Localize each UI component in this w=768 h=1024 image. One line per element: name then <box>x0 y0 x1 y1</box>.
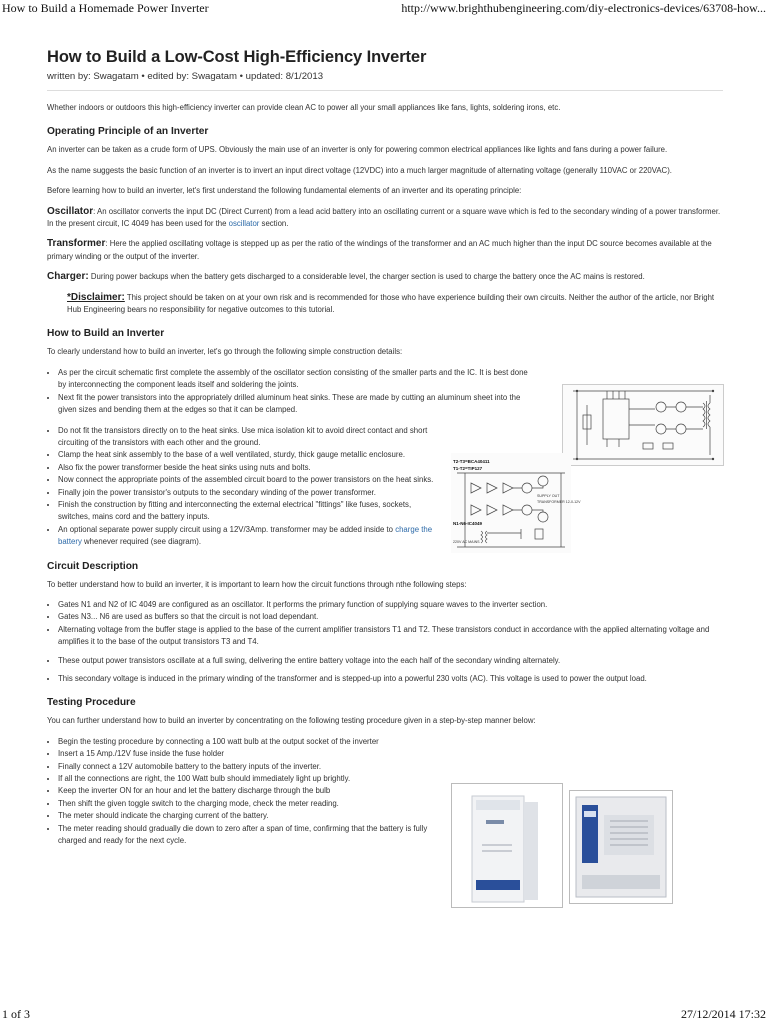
oscillator-definition: Oscillator: An oscillator converts the input DC (Direct Current) from a lead acid battery into an oscillating current or a square wave which is fed to the secondary winding of a power transformer. In the present circuit, IC 4049 has been used for the oscillator section. <box>47 205 721 229</box>
section-heading-how-to-build: How to Build an Inverter <box>47 328 165 340</box>
circuit-label-transformer: TRANSFORMER 12-0-12V <box>537 500 581 504</box>
list-item: • The meter reading should gradually die down to zero after a span of time, confirming that the battery is fully charged and ready for the next cycle. <box>58 823 433 848</box>
list-item: • Also fix the power transformer beside the heat sinks using nuts and bolts. <box>58 462 438 474</box>
oscillator-term: Oscillator <box>47 205 94 217</box>
list-item: • The meter should indicate the charging current of the battery. <box>58 810 433 822</box>
paragraph: Before learning how to build an inverter, let's first understand the following fundamental elements of an inverter and its operating principle: <box>47 186 522 196</box>
print-header <box>0 0 768 16</box>
list-item: • Finish the construction by fitting and interconnecting the external electrical "fittings" like fuses, sockets, switches, mains cord and the battery inputs. <box>58 499 438 524</box>
print-footer <box>0 1006 768 1024</box>
transformer-term: Transformer <box>47 238 106 250</box>
list-item: • As per the circuit schematic first complete the assembly of the oscillator section consisting of the smaller parts and the IC. It is best done by interconnecting the component leads itself and soldering the joints. <box>58 367 528 392</box>
section-heading-circuit-description: Circuit Description <box>47 560 139 572</box>
paragraph: To better understand how to build an inverter, it is important to learn how the circuit functions through nthe following steps: <box>47 579 467 589</box>
article-byline: written by: Swagatam • edited by: Swagatam • updated: 8/1/2013 <box>47 71 723 91</box>
charger-circuit-diagram <box>451 453 581 553</box>
inverter-circuit-diagram <box>562 384 724 466</box>
construction-list-a <box>47 367 528 417</box>
list-item: • Now connect the appropriate points of the assembled circuit board to the power transistors on the heat sinks. <box>58 474 438 486</box>
testing-list <box>47 736 433 848</box>
list-item: • Keep the inverter ON for an hour and let the battery discharge through the bulb <box>58 785 433 797</box>
article-title: How to Build a Low-Cost High-Efficiency Inverter <box>47 48 427 66</box>
list-item: • Finally join the power transistor's outputs to the secondary winding of the power transformer. <box>58 487 438 499</box>
list-item: • This secondary voltage is induced in the primary winding of the transformer and is stepped-up into a powerful 230 volts (AC). This voltage is used to power the output load. <box>58 673 723 685</box>
page-number: 1 of 3 <box>2 1007 30 1021</box>
article <box>47 48 723 855</box>
paragraph: As the name suggests the basic function of an inverter is to invert an input direct voltage (12VDC) into a much larger magnitude of alternating voltage (generally 110VAC or 220VAC). <box>47 165 672 175</box>
construction-list-b <box>47 425 438 549</box>
intro-paragraph: Whether indoors or outdoors this high-efficiency inverter can provide clean AC to power all your small appliances like fans, lights, soldering irons, etc. <box>47 103 561 112</box>
circuit-description-list <box>47 599 723 685</box>
circuit-label-t1: T1-T2=TIP127 <box>453 466 483 471</box>
section-heading-testing-procedure: Testing Procedure <box>47 697 136 709</box>
paragraph: An inverter can be taken as a crude form of UPS. Obviously the main use of an inverter is only for powering common electrical appliances like lights and fans during a power failure. <box>47 145 668 155</box>
list-item: • Gates N1 and N2 of IC 4049 are configured as an oscillator. It performs the primary function of supplying square waves to the inverter section. <box>58 599 723 611</box>
list-item: • These output power transistors oscillate at a full swing, delivering the entire battery voltage into the each half of the secondary winding alternately. <box>58 655 723 667</box>
disclaimer: *Disclaimer: This project should be taken on at your own risk and is recommended for those who have experience building their own circuits. Neither the author of the article, nor Bright Hub Engineering bears no responsibility for negative outcomes to this tutorial. <box>67 291 715 315</box>
paragraph: To clearly understand how to build an inverter, let's go through the following simple construction details: <box>47 347 403 357</box>
circuit-label-ic: N1-N6-IC4049 <box>453 521 483 526</box>
oscillator-link[interactable]: oscillator <box>228 219 260 229</box>
paragraph: You can further understand how to build an inverter by concentrating on the following testing procedure given in a step-by-step manner below: <box>47 716 536 726</box>
list-item: • Gates N3... N6 are used as buffers so that the circuit is not load dependant. <box>58 611 723 623</box>
list-item: • Then shift the given toggle switch to the charging mode, check the meter reading. <box>58 798 433 810</box>
list-item: • Alternating voltage from the buffer stage is applied to the base of the current amplifier transistors T1 and T2. These transistors conduct in accordance with the applied alternating voltage and amplifies it to the base of the output transistors T3 and T4. <box>58 624 723 649</box>
circuit-label-t3: T2-T3=BCA40411 <box>453 459 490 464</box>
list-item: • Clamp the heat sink assembly to the base of a well ventilated, sturdy, thick gauge metallic enclosure. <box>58 449 438 461</box>
inverter-photo-front <box>451 783 563 908</box>
disclaimer-term: *Disclaimer: <box>67 291 125 303</box>
circuit-label-mains: 220V AC MAINS <box>453 540 480 544</box>
list-item: • If all the connections are right, the 100 Watt bulb should immediately light up brightly. <box>58 773 433 785</box>
list-item: • Next fit the power transistors into the appropriately drilled aluminum heat sinks. These are made by cutting an aluminum sheet into the given sizes and bending them at the edges so that it can be clamped. <box>58 392 528 417</box>
list-item: • Finally connect a 12V automobile battery to the battery inputs of the inverter. <box>58 761 433 773</box>
charger-definition: Charger: During power backups when the battery gets discharged to a considerable level, the charger section is used to charge the battery once the AC mains is restored. <box>47 271 645 283</box>
charge-battery-link[interactable]: charge the battery <box>58 524 433 547</box>
section-heading-operating-principle: Operating Principle of an Inverter <box>47 126 209 138</box>
circuit-label-supply: SUPPLY OUT <box>537 494 560 498</box>
transformer-definition: Transformer: Here the applied oscillating voltage is stepped up as per the ratio of the windings of the transformer and an AC much higher than the input DC source becomes available at the primary winding or the output of the inverter. <box>47 238 712 261</box>
print-header-title: How to Build a Homemade Power Inverter <box>2 1 209 15</box>
inverter-photo-side <box>569 790 673 904</box>
list-item: • Begin the testing procedure by connecting a 100 watt bulb at the output socket of the inverter <box>58 736 433 748</box>
list-item: • Do not fit the transistors directly on to the heat sinks. Use mica isolation kit to avoid direct contact and short circuiting of the transistors with each other and the ground. <box>58 425 438 450</box>
print-timestamp: 27/12/2014 17:32 <box>680 1007 766 1021</box>
print-header-url[interactable]: http://www.brighthubengineering.com/diy-electronics-devices/63708-how... <box>401 1 766 15</box>
list-item: • An optional separate power supply circuit using a 12V/3Amp. transformer may be added inside to charge the battery whenever required (see diagram). <box>58 524 438 549</box>
charger-term: Charger: <box>47 271 89 283</box>
list-item: • Insert a 15 Amp./12V fuse inside the fuse holder <box>58 748 433 760</box>
